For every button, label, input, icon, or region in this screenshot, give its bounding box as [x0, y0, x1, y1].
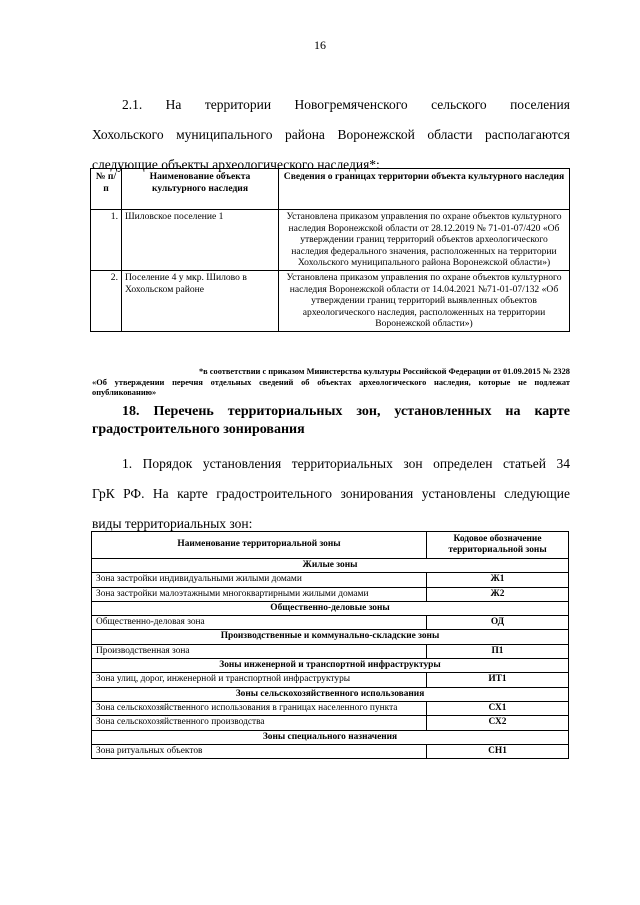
table-row	[91, 210, 570, 271]
table-row	[92, 701, 569, 715]
intro-word: поселения	[510, 97, 570, 112]
zone-code: СХ1	[427, 701, 569, 715]
row-num: 2.	[91, 270, 122, 331]
zone-group-row	[92, 659, 569, 673]
zones-table-body	[92, 559, 569, 759]
zone-name: Производственная зона	[92, 644, 427, 658]
header-object-name: Наименование объекта культурного наследия	[122, 169, 279, 210]
section-number: 18.	[122, 404, 140, 419]
intro-word: территории	[204, 97, 272, 112]
table-row	[92, 587, 569, 601]
row-object-name: Поселение 4 у мкр. Шилово в Хохольском районе	[122, 270, 279, 331]
footnote	[92, 367, 570, 399]
zone-group-title: Зоны сельскохозяйственного использования	[92, 687, 569, 701]
intro-word: 2.1.	[122, 97, 143, 112]
section-title: Перечень территориальных зон, установленных на карте градостроительного зонирования	[92, 404, 570, 437]
zone-code: П1	[427, 644, 569, 658]
zone-group-title: Производственные и коммунально-складские зоны	[92, 630, 569, 644]
zone-name: Зона сельскохозяйственного производства	[92, 716, 427, 730]
archaeological-objects-table	[90, 168, 570, 332]
intro-line-1	[92, 90, 570, 120]
zone-group-row	[92, 687, 569, 701]
zone-group-row	[92, 630, 569, 644]
table-row	[92, 744, 569, 758]
table-row	[92, 616, 569, 630]
row-boundaries-info: Установлена приказом управления по охране объектов культурного наследия Воронежской области от 28.12.2019 № 71-01-07/420 «Об утверждении границ территорий объектов археологического наследия федерального значения, расположенных на территории Хохольского муниципального района Воронежской области»)	[279, 210, 570, 271]
zone-name: Зона сельскохозяйственного использования в границах населенного пункта	[92, 701, 427, 715]
table-row	[92, 573, 569, 587]
row-object-name: Шиловское поселение 1	[122, 210, 279, 271]
zone-group-row	[92, 559, 569, 573]
zone-name: Зона застройки индивидуальными жилыми домами	[92, 573, 427, 587]
zone-group-title: Общественно-деловые зоны	[92, 601, 569, 615]
zone-code: ИТ1	[427, 673, 569, 687]
intro-line-2: Хохольского муниципального района Воронежской области располагаются	[92, 127, 570, 142]
footnote-rest: «Об утверждении перечня отдельных сведений об объектах археологического наследия, которые не подлежат опубликованию»	[92, 377, 570, 397]
zone-group-row	[92, 601, 569, 615]
page-number: 16	[314, 38, 326, 52]
intro-word: Новогремяченского	[294, 97, 408, 112]
intro-word: сельского	[431, 97, 487, 112]
row-num: 1.	[91, 210, 122, 271]
header-num: № п/п	[91, 169, 122, 210]
table-row	[92, 716, 569, 730]
zone-group-title: Жилые зоны	[92, 559, 569, 573]
zone-name: Зона улиц, дорог, инженерной и транспортной инфраструктуры	[92, 673, 427, 687]
zone-name: Зона застройки малоэтажными многоквартирными жилыми домами	[92, 587, 427, 601]
zone-name: Зона ритуальных объектов	[92, 744, 427, 758]
header-zone-code: Кодовое обозначение территориальной зоны	[427, 532, 569, 559]
zones-intro-paragraph	[92, 449, 570, 539]
section-heading	[92, 403, 570, 439]
zone-group-row	[92, 730, 569, 744]
zone-code: СН1	[427, 744, 569, 758]
territorial-zones-table	[91, 531, 569, 759]
header-boundaries-info: Сведения о границах территории объекта культурного наследия	[279, 169, 570, 210]
zone-code: СХ2	[427, 716, 569, 730]
zone-group-title: Зоны инженерной и транспортной инфраструктуры	[92, 659, 569, 673]
zones-intro-line-2: ГрК РФ. На карте градостроительного зонирования установлены следующие	[92, 486, 570, 501]
table-row	[92, 644, 569, 658]
zone-name: Общественно-деловая зона	[92, 616, 427, 630]
table-row	[92, 673, 569, 687]
intro-word: На	[165, 97, 182, 112]
zone-code: ОД	[427, 616, 569, 630]
table-header-row	[91, 169, 570, 210]
zones-intro-line-1: 1. Порядок установления территориальных зон определен статьей 34	[122, 456, 570, 471]
intro-paragraph	[92, 90, 570, 180]
zone-code: Ж2	[427, 587, 569, 601]
zone-group-title: Зоны специального назначения	[92, 730, 569, 744]
intro-line-3: следующие объекты археологического наследия*:	[92, 157, 380, 172]
header-zone-name: Наименование территориальной зоны	[92, 532, 427, 559]
table-header-row	[92, 532, 569, 559]
footnote-line-1: *в соответствии с приказом Министерства культуры Российской Федерации от 01.09.2015 № 2328	[198, 367, 570, 376]
row-boundaries-info: Установлена приказом управления по охране объектов культурного наследия Воронежской области от 14.04.2021 №71-01-07/132 «Об утверждении границ территорий выявленных объектов археологического наследия, расположенных на территории Воронежской области»)	[279, 270, 570, 331]
zone-code: Ж1	[427, 573, 569, 587]
zones-intro-line-3: виды территориальных зон:	[92, 516, 253, 531]
table-row	[91, 270, 570, 331]
